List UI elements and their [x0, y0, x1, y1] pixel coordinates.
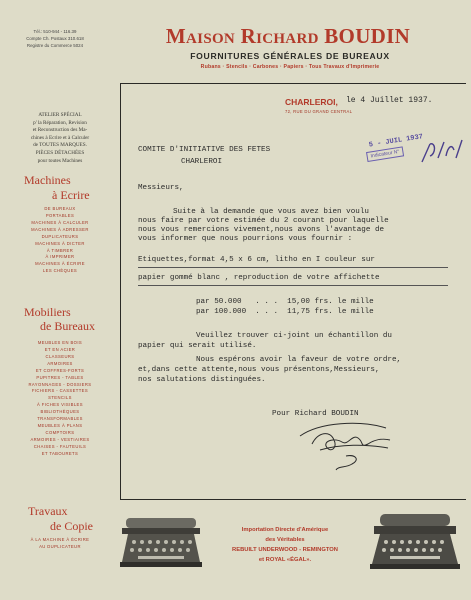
- list-item: MEUBLES EN BOIS: [37, 340, 83, 345]
- city: CHARLEROI,: [285, 97, 338, 107]
- list-item: À IMPRIMER: [45, 254, 75, 260]
- list-item: ET EN ACIER: [44, 346, 76, 352]
- list-item: ET COFFRES-FORTS: [35, 367, 85, 373]
- machines-title-1: Machines: [24, 173, 71, 187]
- list-item: ET TABOURETS: [41, 450, 79, 456]
- list-item: DE BUREAUX: [44, 206, 76, 211]
- body-line: nos salutations distinguées.: [138, 376, 266, 384]
- machines-list: [10, 206, 110, 275]
- item-line: Etiquettes,format 4,5 x 6 cm, litho en I couleur sur: [138, 256, 375, 264]
- list-item: LES CHÈQUES: [42, 268, 78, 274]
- price-line: par 50.000 . . . 15,00 frs. le mille: [196, 298, 374, 306]
- workshop-line: p' la Réparation, Revision: [33, 119, 87, 126]
- typewriter-left-icon: [120, 510, 202, 572]
- footer-line: et ROYAL «ÉGAL».: [258, 557, 312, 564]
- frame-bottom-line: [120, 499, 466, 500]
- contact-block: [14, 28, 96, 49]
- furniture-list: [10, 340, 110, 458]
- footer-line: REBUILT UNDERWOOD - REMINGTON: [232, 547, 338, 554]
- parts-line: PIÈCES DÉTACHÉES: [35, 150, 85, 156]
- parts-line: pour toutes Machines: [37, 157, 83, 164]
- parts-block: [14, 150, 106, 165]
- company-tagline: FOURNITURES GÉNÉRALES DE BUREAUX: [190, 51, 390, 61]
- list-item: FICHIERS - CASSETTES: [31, 388, 89, 394]
- frame-top-line: [120, 83, 466, 84]
- body-line: Suite à la demande que vous avez bien voulu: [173, 208, 369, 216]
- body-line: vous informer que nous pourrions vous fournir :: [138, 235, 353, 243]
- signoff: Pour Richard BOUDIN: [272, 410, 359, 418]
- list-item: AU DUPLICATEUR: [39, 543, 81, 549]
- footer-line: Importation Directe d'Amérique: [241, 527, 329, 533]
- workshop-line: ATELIER SPÉCIAL: [38, 112, 82, 118]
- list-item: À LA MACHINE À ÉCRIRE: [30, 537, 90, 542]
- item-rule: [138, 267, 448, 268]
- list-item: TRANSFORMABLES: [37, 416, 83, 422]
- signature-icon: [290, 414, 400, 476]
- letter-date: le 4 Juillet 1937.: [346, 96, 433, 105]
- salutation: Messieurs,: [138, 184, 184, 192]
- list-item: MACHINES À ÉCRIRE: [35, 261, 85, 267]
- list-item: CHAISES - FAUTEUILS: [33, 443, 87, 449]
- trade-registry: Registre du Commerce 5024: [26, 43, 84, 49]
- copy-title-1: Travaux: [28, 504, 68, 518]
- price-line: par 100.000 . . . 11,75 frs. le mille: [196, 308, 374, 316]
- company-services: Rubans · Stencils · Carbones · Papiers · Tous Travaux d'Imprimerie: [200, 64, 380, 70]
- workshop-line: chines à Ecrire et à Calculer: [30, 134, 90, 141]
- phone-number: Tél.: 510-944 - 116.39: [33, 29, 77, 34]
- handwritten-annotation-icon: [418, 136, 468, 168]
- body-line: Veuillez trouver ci-joint un échantillon du: [196, 332, 392, 340]
- list-item: DUPLICATEURS: [41, 233, 79, 239]
- footer-text: [200, 525, 370, 566]
- list-item: PUPITRES - TABLES: [36, 374, 84, 380]
- company-name: Maison Richard BOUDIN: [165, 24, 411, 48]
- list-item: MACHINES À ADRESSER: [31, 226, 89, 232]
- list-item: COMPTOIRS: [45, 429, 75, 435]
- footer-line: des Véritables: [265, 537, 305, 544]
- machines-title-2: à Ecrire: [52, 188, 90, 202]
- body-line: nous vous remercions vivement,nous avons l'avantage de: [138, 226, 385, 234]
- body-line: et,dans cette attente,nous vous présentons,Messieurs,: [138, 366, 380, 374]
- list-item: STENCILS: [48, 395, 72, 401]
- copy-title-2: de Copie: [50, 519, 93, 533]
- list-item: RAYONNAGES - DOSSIERS: [28, 381, 92, 387]
- item-rule: [138, 285, 448, 286]
- typewriter-right-icon: [370, 508, 460, 574]
- furniture-title-1: Mobiliers: [24, 305, 71, 319]
- body-line: papier qui serait utilisé.: [138, 342, 257, 350]
- list-item: MEUBLES À PLANS: [37, 423, 83, 429]
- street-address: 72, RUE DU GRAND CENTRAL: [285, 109, 353, 114]
- workshop-block: [14, 112, 106, 150]
- list-item: PORTABLES: [45, 212, 75, 218]
- recipient-line: CHARLEROI: [181, 158, 223, 166]
- stamp-label: Indicateur N°: [366, 146, 404, 162]
- list-item: CLASSEURS: [45, 353, 75, 359]
- body-line: nous faire par votre estimée du 2 courant pour laquelle: [138, 217, 389, 225]
- frame-left-line: [120, 83, 121, 499]
- postal-account: Compte Ch. Postaux 310.618: [26, 36, 84, 42]
- workshop-line: et Reconstruction des Ma-: [32, 127, 88, 134]
- list-item: MACHINES À CALCULER: [31, 219, 89, 225]
- item-line: papier gommé blanc , reproduction de votre affichette: [138, 274, 380, 282]
- recipient-line: COMITE D'INITIATIVE DES FETES: [138, 146, 271, 154]
- list-item: MACHINES À DICTER: [35, 240, 85, 246]
- list-item: À FICHES VISIBLES: [37, 402, 83, 408]
- body-line: Nous espérons avoir la faveur de votre ordre,: [196, 356, 402, 364]
- list-item: ARMOIRES - VESTIAIRES: [30, 436, 90, 442]
- list-item: BIBLIOTHÈQUES: [40, 409, 80, 415]
- list-item: ARMOIRES: [47, 360, 73, 366]
- furniture-title-2: de Bureaux: [40, 319, 95, 333]
- stamp-date: 5 - JUIL 1937: [368, 133, 424, 150]
- list-item: À TIMBRER: [46, 247, 74, 253]
- copy-list: [10, 537, 110, 551]
- workshop-line: de TOUTES MARQUES.: [33, 142, 87, 149]
